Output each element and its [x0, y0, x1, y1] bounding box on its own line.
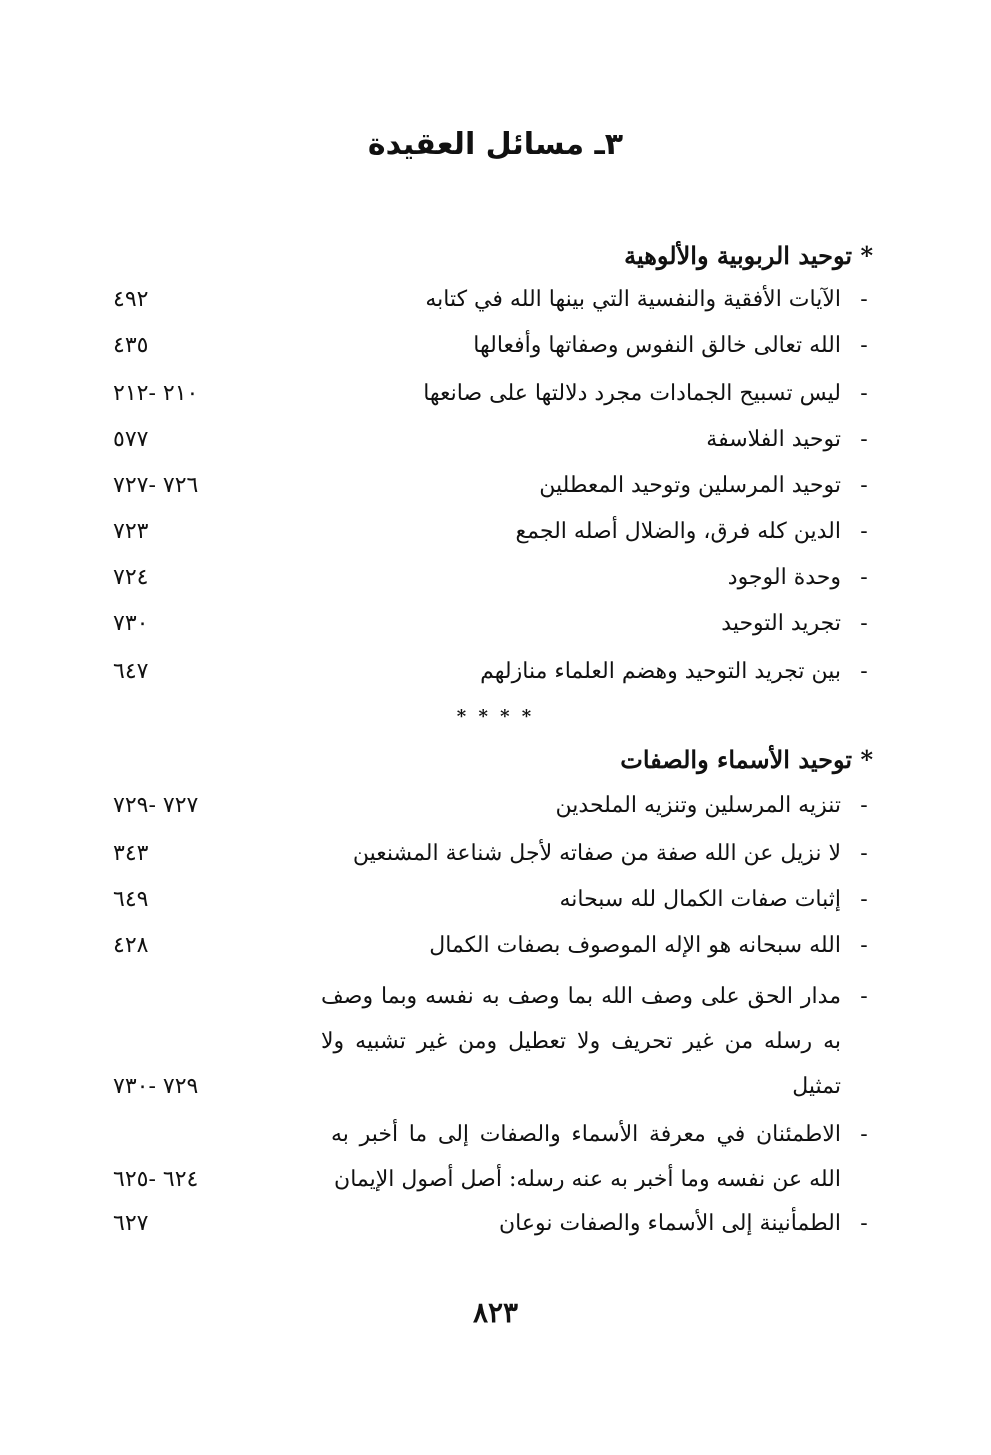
entry-pages: ٦٢٤ -٦٢٥ — [113, 1167, 199, 1192]
index-entry — [113, 558, 873, 598]
section-separator: * * * * — [456, 706, 535, 727]
index-entry — [113, 326, 873, 366]
entry-dash: - — [860, 333, 868, 358]
entry-text: الله تعالى خالق النفوس وصفاتها وأفعالها — [473, 333, 841, 358]
index-entry — [113, 834, 873, 874]
entry-dash: - — [860, 565, 868, 590]
page-number: ٨٢٣ — [472, 1296, 519, 1329]
index-entry — [113, 652, 873, 692]
entry-pages: ٤٣٥ — [113, 333, 149, 358]
index-entry — [113, 786, 873, 826]
entry-pages: ٦٤٧ — [113, 659, 149, 684]
entry-text: مدار الحق على وصف الله بما وصف به نفسه وبما وصف به رسله من غير تحريف ولا تعطيل ومن غير تشبيه ولا تمثيل — [321, 984, 841, 1099]
index-entry-multiline — [113, 974, 873, 1109]
index-entry — [113, 466, 873, 506]
entry-pages: ٣٤٣ — [113, 841, 149, 866]
index-entry — [113, 280, 873, 320]
entry-pages: ٢١٠ -٢١٢ — [113, 381, 199, 406]
index-entry — [113, 604, 873, 644]
entry-text: لا نزيل عن الله صفة من صفاته لأجل شناعة المشنعين — [352, 841, 841, 866]
entry-dash: - — [860, 984, 868, 1009]
section-heading-tawhid-rububiyya: * توحيد الربوبية والألوهية — [624, 241, 873, 270]
entry-dash: - — [860, 933, 868, 958]
section-heading-tawhid-asma-sifat: * توحيد الأسماء والصفات — [620, 745, 873, 774]
entry-pages: ٥٧٧ — [113, 427, 149, 452]
entry-text: الآيات الأفقية والنفسية التي بينها الله في كتابه — [425, 287, 841, 312]
entry-dash: - — [860, 659, 868, 684]
chapter-title: ٣ـ مسائل العقيدة — [367, 127, 624, 162]
entry-pages: ٧٢٩ -٧٣٠ — [113, 1074, 199, 1099]
index-entry — [113, 1204, 873, 1244]
entry-dash: - — [860, 887, 868, 912]
entry-text: الدين كله فرق، والضلال أصله الجمع — [515, 519, 841, 544]
entry-dash: - — [860, 841, 868, 866]
index-entry — [113, 374, 873, 414]
entry-text: وحدة الوجود — [727, 565, 841, 590]
index-entry — [113, 420, 873, 460]
entry-dash: - — [860, 287, 868, 312]
index-entry — [113, 880, 873, 920]
entry-dash: - — [860, 381, 868, 406]
entry-text: توحيد الفلاسفة — [706, 427, 841, 452]
entry-dash: - — [860, 427, 868, 452]
entry-pages: ٤٩٢ — [113, 287, 149, 312]
entry-dash: - — [860, 1122, 868, 1147]
index-entry-multiline — [113, 1112, 873, 1202]
index-entry — [113, 926, 873, 966]
entry-text: ليس تسبيح الجمادات مجرد دلالتها على صانعها — [423, 381, 841, 406]
entry-text: الطمأنينة إلى الأسماء والصفات نوعان — [499, 1211, 841, 1236]
entry-dash: - — [860, 1211, 868, 1236]
entry-pages: ٧٢٧ -٧٢٩ — [113, 793, 199, 818]
entry-dash: - — [860, 519, 868, 544]
entry-pages: ٤٢٨ — [113, 933, 149, 958]
entry-pages: ٦٤٩ — [113, 887, 149, 912]
entry-dash: - — [860, 473, 868, 498]
entry-text: إثبات صفات الكمال لله سبحانه — [559, 887, 841, 912]
entry-text: تنزيه المرسلين وتنزيه الملحدين — [555, 793, 841, 818]
entry-text: تجريد التوحيد — [721, 611, 841, 636]
entry-text: بين تجريد التوحيد وهضم العلماء منازلهم — [480, 659, 841, 684]
entry-pages: ٧٢٣ — [113, 519, 149, 544]
entry-text: الاطمئنان في معرفة الأسماء والصفات إلى ما أخبر به الله عن نفسه وما أخبر به عنه رسله: أصل أصول الإيمان — [331, 1122, 841, 1192]
entry-text: الله سبحانه هو الإله الموصوف بصفات الكمال — [429, 933, 841, 958]
entry-text: توحيد المرسلين وتوحيد المعطلين — [539, 473, 841, 498]
index-entry — [113, 512, 873, 552]
entry-dash: - — [860, 793, 868, 818]
entry-pages: ٧٢٤ — [113, 565, 149, 590]
entry-pages: ٧٣٠ — [113, 611, 149, 636]
entry-dash: - — [860, 611, 868, 636]
entry-pages: ٦٢٧ — [113, 1211, 149, 1236]
entry-pages: ٧٢٦ -٧٢٧ — [113, 473, 199, 498]
